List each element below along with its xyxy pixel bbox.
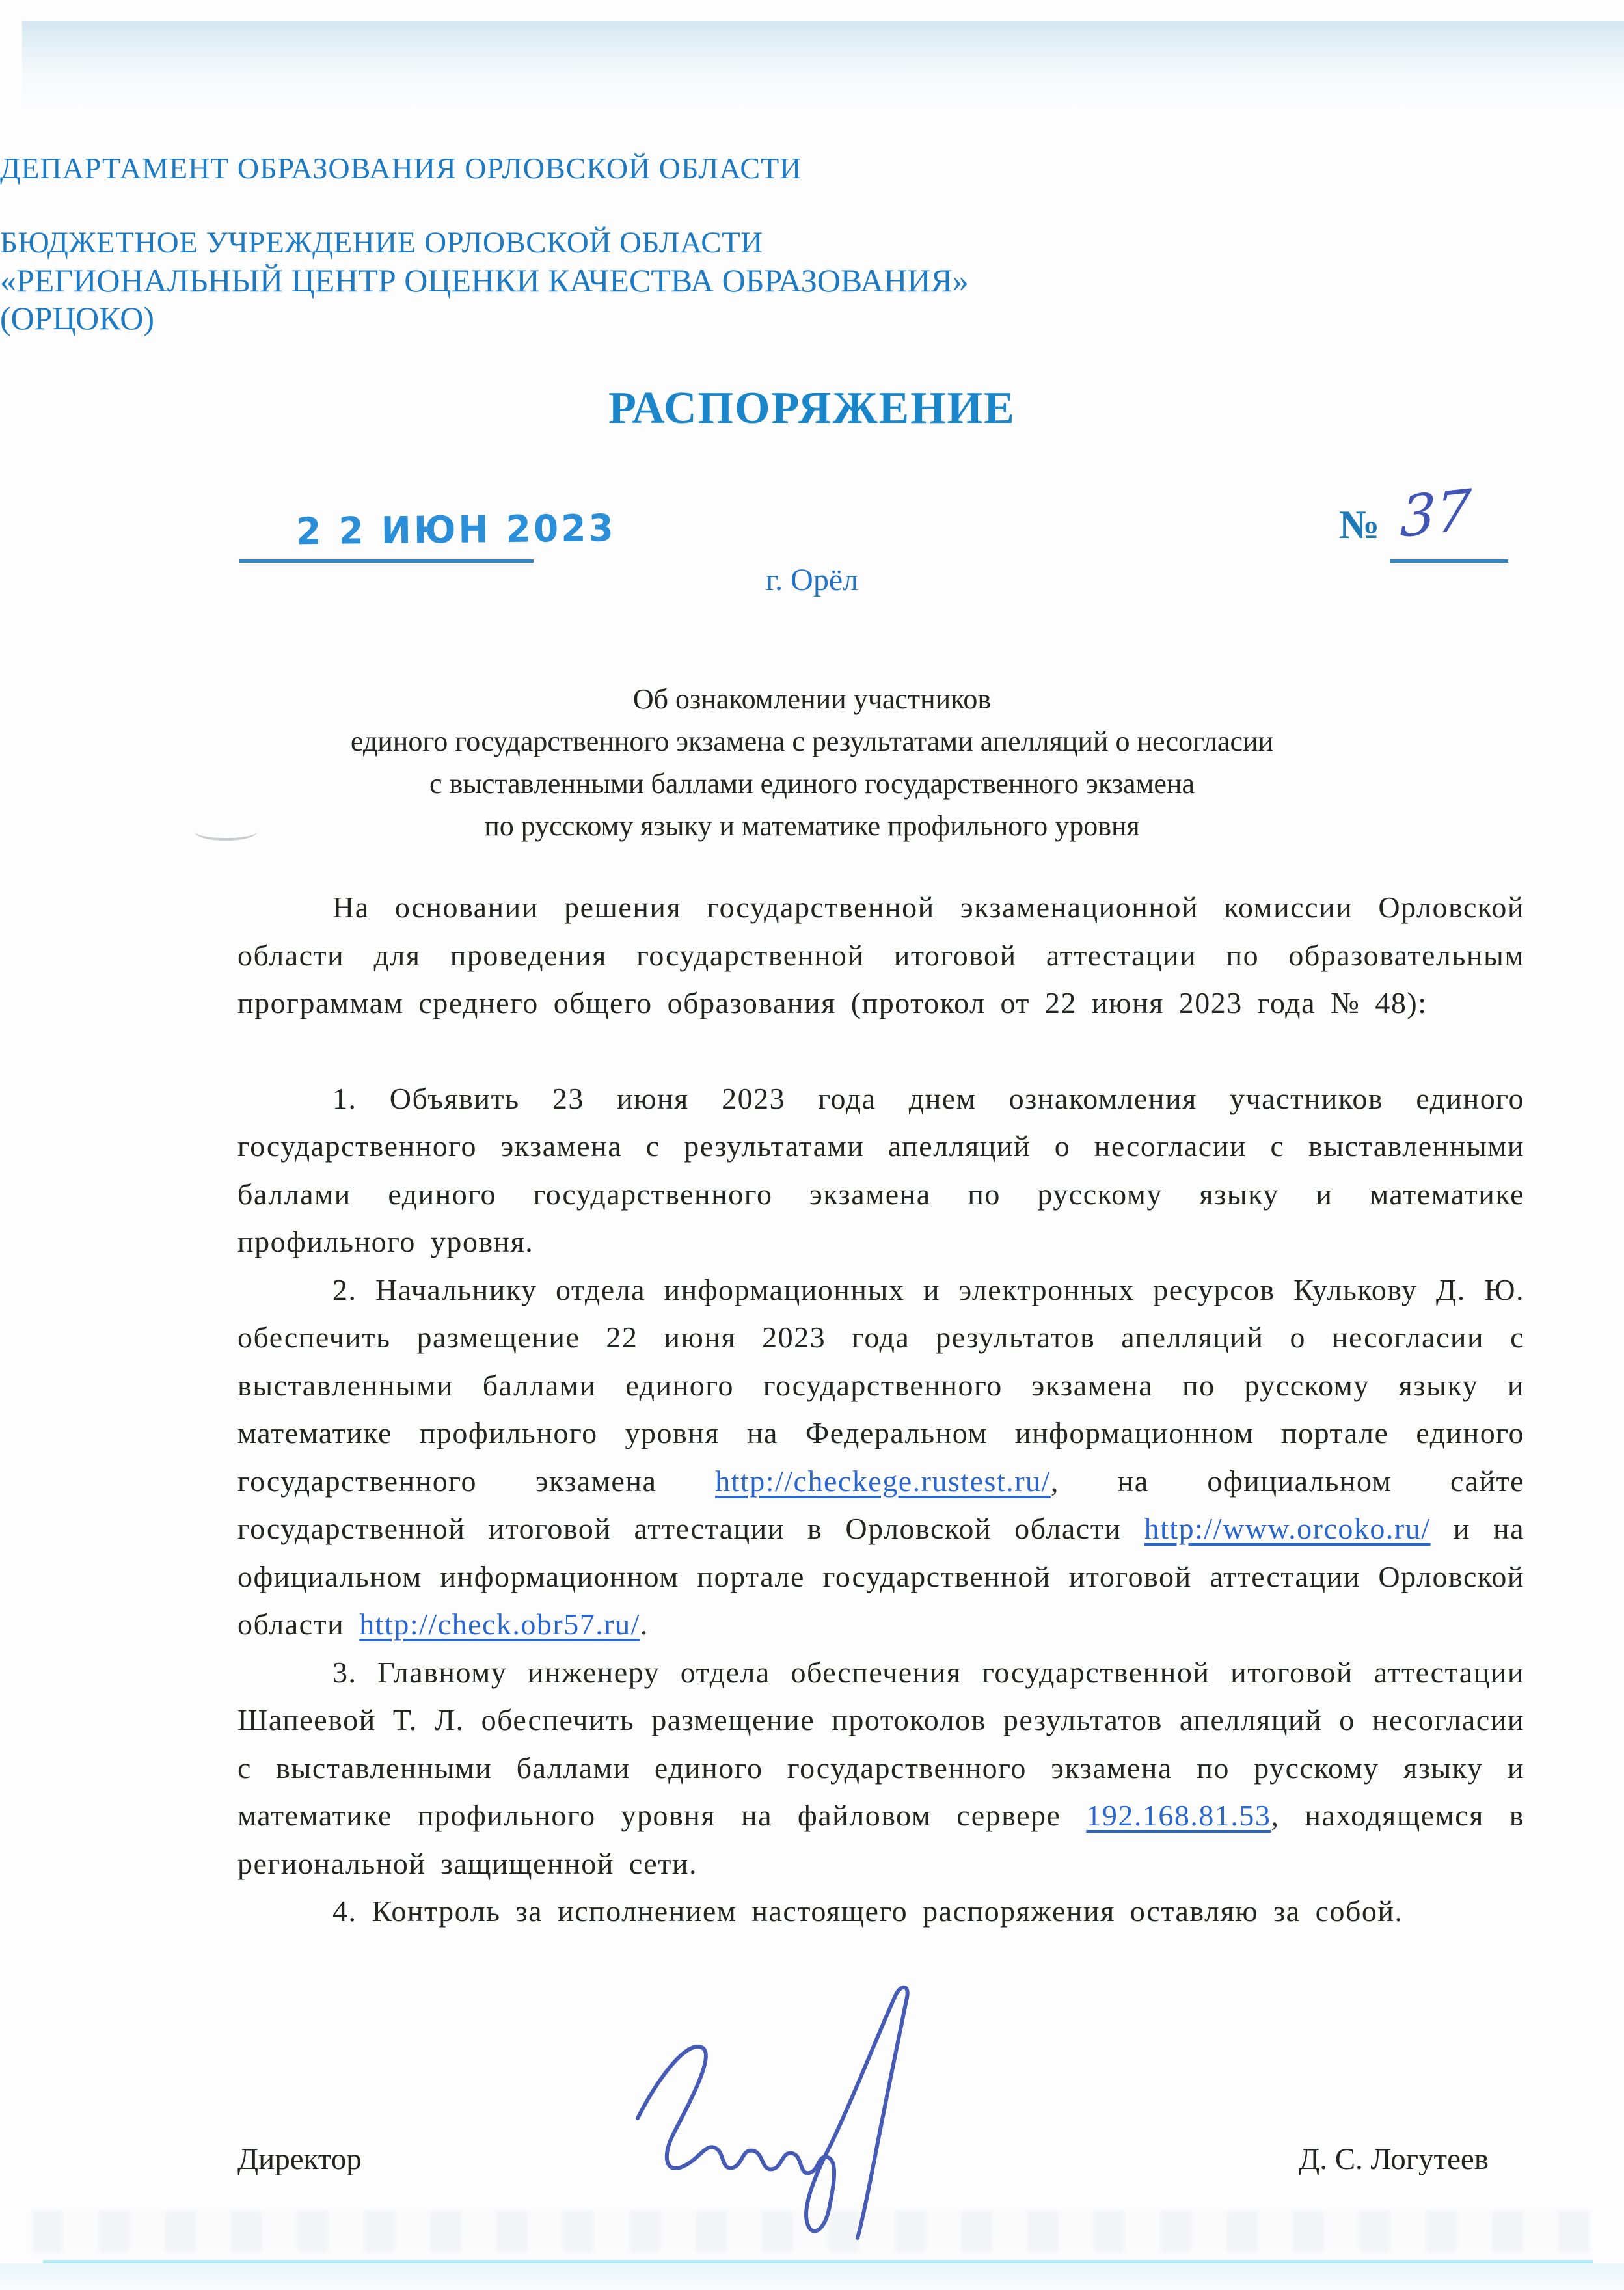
signer-name: Д. С. Логутеев (1299, 2142, 1489, 2176)
title-line: с выставленными баллами единого государственного экзамена (429, 768, 1195, 800)
scan-noise-artifact (33, 2211, 1591, 2252)
hyperlink[interactable]: http://check.obr57.ru/ (359, 1608, 640, 1641)
signer-position: Директор (237, 2142, 362, 2176)
document-title (78, 678, 1546, 847)
title-line: единого государственного экзамена с результатами апелляций о несогласии (350, 725, 1274, 757)
paragraph-item-4 (237, 1887, 1524, 1935)
text-run: На основании решения государственной экзаменационной комиссии Орловской области для проведения государственной итоговой аттестации по образовательным программам среднего общего образования (протокол от 22 июня 2023 года № 48): (237, 891, 1524, 1019)
hyperlink[interactable]: http://www.orcoko.ru/ (1144, 1512, 1431, 1545)
text-run: 2. Начальнику отдела информационных и электронных ресурсов Кулькову Д. Ю. обеспечить размещение 22 июня 2023 года результатов апелляций о несогласии с выставленными баллами единого государственного экзамена по русскому языку и математике профильного уровня на Федеральном информационном портале единого государственного экзамена (237, 1273, 1524, 1498)
city-name: г. Орёл (765, 563, 859, 597)
department-name: ДЕПАРТАМЕНТ ОБРАЗОВАНИЯ ОРЛОВСКОЙ ОБЛАСТИ (0, 152, 802, 185)
text-run: 1. Объявить 23 июня 2023 года днем ознакомления участников единого государственного экзамена с результатами апелляций о несогласии с выставленными баллами единого государственного экзамена по русскому языку и математике профильного уровня. (237, 1081, 1524, 1258)
institution-abbreviation: (ОРЦОКО) (0, 300, 154, 336)
text-run: и на официальном информационном портале государственной итоговой аттестации Орловской области (237, 1512, 1524, 1641)
date-stamp: 2 2 ИЮН 2023 (295, 506, 617, 553)
hyperlink[interactable]: 192.168.81.53 (1086, 1799, 1271, 1832)
paragraph-preamble (237, 883, 1524, 1027)
text-run: . (640, 1608, 649, 1641)
scan-tint-artifact (22, 21, 1624, 112)
document-number-label: № (1339, 503, 1380, 547)
document-body (237, 883, 1524, 1935)
paragraph-item-1 (237, 1075, 1524, 1266)
text-run: , находящемся в региональной защищенной сети. (237, 1799, 1524, 1880)
title-line: по русскому языку и математике профильного уровня (484, 810, 1140, 842)
paragraph-item-3 (237, 1649, 1524, 1888)
paragraph-item-2 (237, 1266, 1524, 1649)
hyperlink[interactable]: http://checkege.rustest.ru/ (715, 1464, 1051, 1498)
scan-bottom-band-artifact (0, 2263, 1624, 2290)
text-run: , на официальном сайте государственной итоговой аттестации в Орловской области (237, 1464, 1524, 1545)
handwritten-signature (575, 1956, 953, 2255)
text-run: 3. Главному инженеру отдела обеспечения государственной итоговой аттестации Шапеевой Т. Л. обеспечить размещение протоколов результатов апелляций о несогласии с выставленными баллами единого государственного экзамена по русскому языку и математике профильного уровня на файловом сервере (237, 1655, 1524, 1832)
title-line: Об ознакомлении участников (632, 683, 992, 715)
institution-name-line1: БЮДЖЕТНОЕ УЧРЕЖДЕНИЕ ОРЛОВСКОЙ ОБЛАСТИ (0, 226, 763, 260)
document-type-heading: РАСПОРЯЖЕНИЕ (608, 383, 1016, 433)
document-number-handwritten: 37 (1399, 477, 1472, 551)
text-run: 4. Контроль за исполнением настоящего распоряжения оставляю за собой. (332, 1894, 1403, 1928)
institution-name-line2: «РЕГИОНАЛЬНЫЙ ЦЕНТР ОЦЕНКИ КАЧЕСТВА ОБРАЗОВАНИЯ» (0, 262, 969, 299)
